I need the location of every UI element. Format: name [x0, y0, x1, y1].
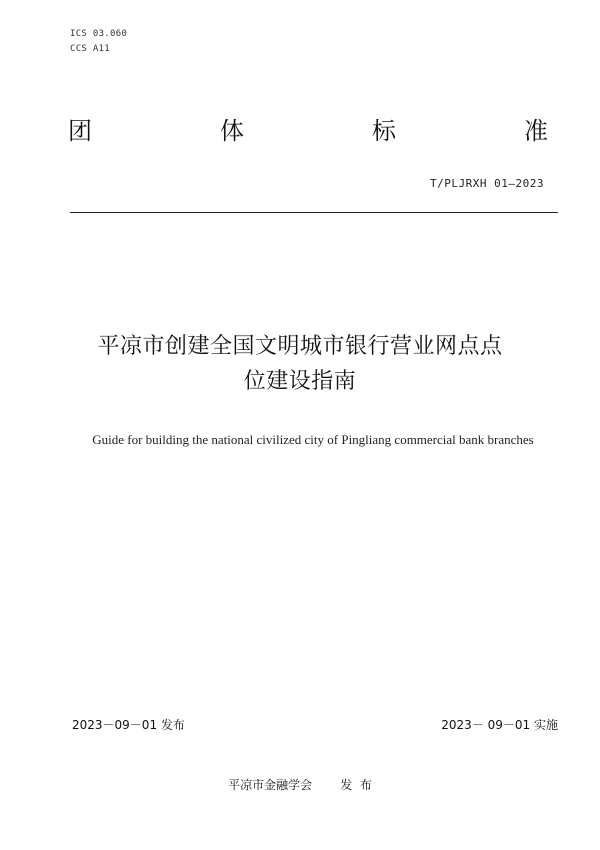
- publisher-line: [0, 776, 600, 793]
- standard-type-heading: [68, 116, 548, 146]
- publisher-name: 平凉市金融学会: [228, 778, 313, 792]
- title-chinese-line-1: 平凉市创建全国文明城市银行营业网点点: [97, 334, 503, 359]
- ccs-code: CCS A11: [70, 44, 111, 54]
- standard-number: T/PLJRXH 01—2023: [430, 177, 544, 190]
- header-divider: [70, 212, 558, 213]
- ics-code: ICS 03.060: [70, 29, 128, 39]
- standard-type-char: 团: [68, 117, 92, 145]
- standard-type-char: 准: [524, 117, 548, 145]
- standard-type-char: 标: [372, 117, 396, 145]
- title-chinese-line-2: 位建设指南: [243, 369, 357, 394]
- publish-label: 发 布: [340, 778, 372, 792]
- issue-date: 2023－09－01 发布: [72, 718, 185, 732]
- title-english: Guide for building the national civilized city of Pingliang commercial bank branches: [92, 432, 534, 447]
- implementation-date: 2023－ 09－01 实施: [441, 718, 558, 732]
- standard-type-char: 体: [220, 117, 244, 145]
